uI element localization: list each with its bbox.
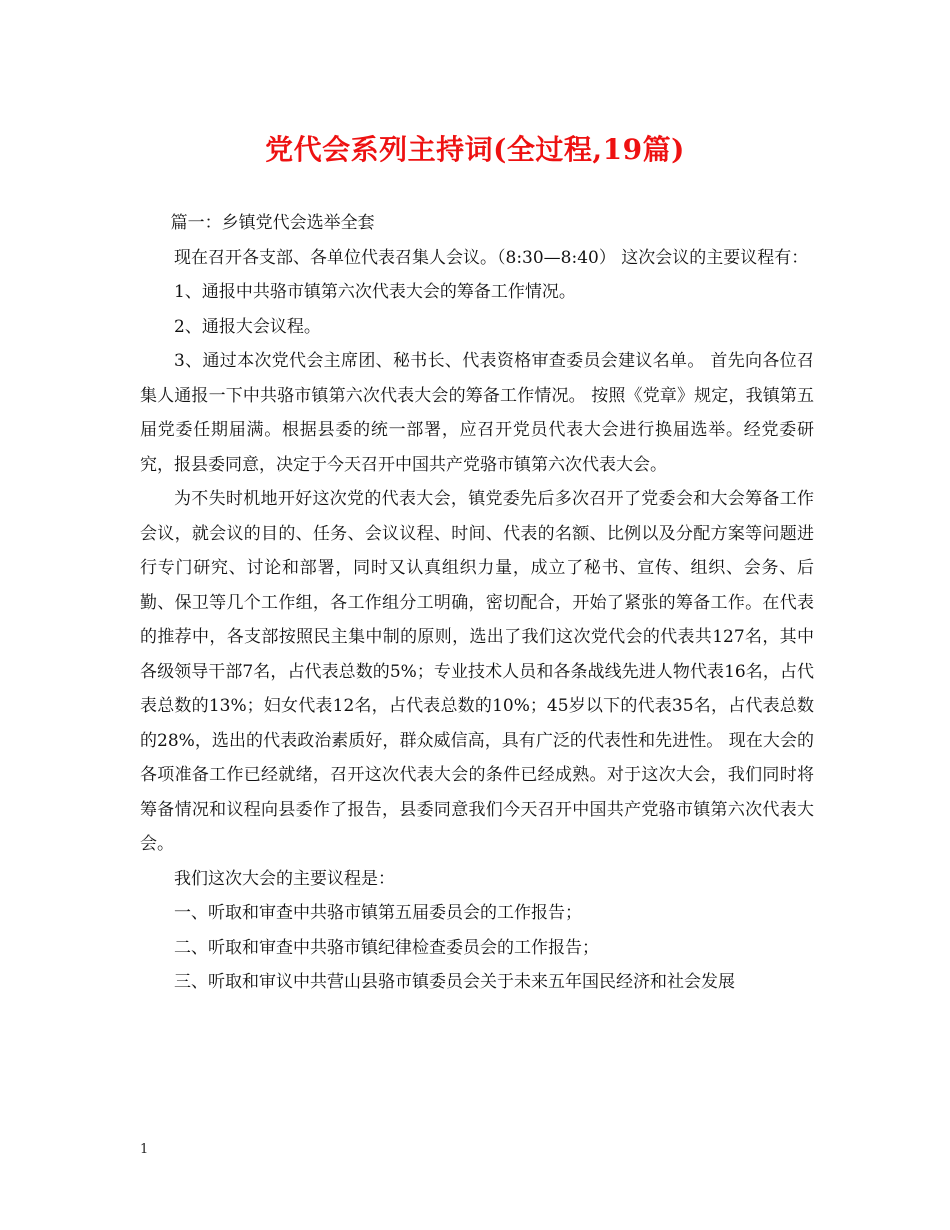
- paragraph: 我们这次大会的主要议程是：: [174, 868, 395, 889]
- page-number: 1: [140, 1142, 149, 1157]
- paragraph: 为不失时机地开好这次党的代表大会，镇党委先后多次召开了党委会和大会筹备工作会议，就会议的目的、任务、会议议程、时间、代表的名额、比例以及分配方案等问题进行专门研究、讨论和部署，同时又认真组织力量，成立了秘书、宣传、组织、会务、后勤、保卫等几个工作组，各工作组分工明确，密切配合，开始了紧张的筹备工作。在代表的推荐中，各支部按照民主集中制的原则，选出了我们这次党代会的代表共127名，其中各级领导干部7名，占代表总数的5%；专业技术人员和各条战线先进人物代表16名，占代表总数的13%；妇女代表12名，占代表总数的10%；45岁以下的代表35名，占代表总数的28%，选出的代表政治素质好，群众威信高，具有广泛的代表性和先进性。 现在大会的各项准备工作已经就绪，召开这次代表大会的条件已经成熟。对于这次大会，我们同时将筹备情况和议程向县委作了报告，县委同意我们今天召开中国共产党骆市镇第六次代表大会。: [140, 489, 814, 854]
- paragraph: 二、听取和审查中共骆市镇纪律检查委员会的工作报告；: [174, 937, 599, 958]
- paragraph: 三、听取和审议中共营山县骆市镇委员会关于未来五年国民经济和社会发展: [174, 972, 735, 992]
- section-heading: 篇一：乡镇党代会选举全套: [170, 213, 375, 233]
- paragraph: 现在召开各支部、各单位代表召集人会议。（8:30—8:40） 这次会议的主要议程有：: [174, 247, 809, 268]
- paragraph: 1、通报中共骆市镇第六次代表大会的筹备工作情况。: [174, 282, 576, 302]
- document-body: [140, 206, 814, 1000]
- paragraph: 3、通过本次党代会主席团、秘书长、代表资格审查委员会建议名单。 首先向各位召集人通报一下中共骆市镇第六次代表大会的筹备工作情况。 按照《党章》规定，我镇第五届党委任期届满。根据县委的统一部署，应召开党员代表大会进行换届选举。经党委研究，报县委同意，决定于今天召开中国共产党骆市镇第六次代表大会。: [140, 351, 814, 475]
- paragraph: 2、通报大会议程。: [174, 316, 321, 337]
- paragraph: 一、听取和审查中共骆市镇第五届委员会的工作报告；: [174, 903, 582, 923]
- document-title: 党代会系列主持词(全过程,19篇): [265, 133, 685, 166]
